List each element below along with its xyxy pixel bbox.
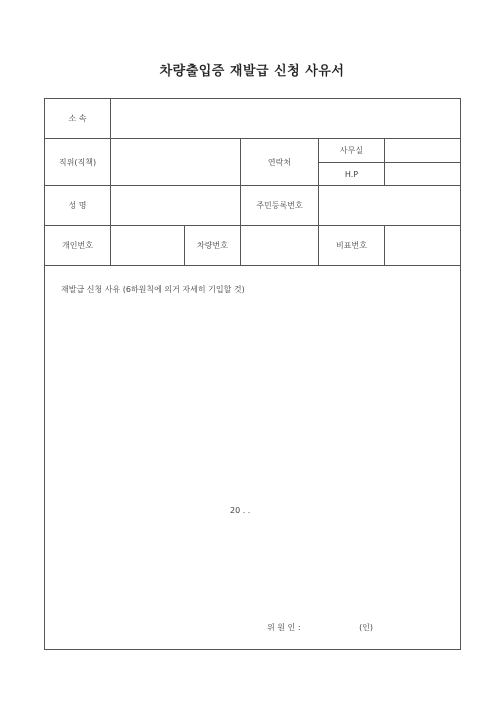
position-label: 직위(직책): [45, 139, 111, 186]
seal-mark: (인): [359, 623, 374, 632]
vehicle-number-field[interactable]: [241, 226, 319, 266]
position-field[interactable]: [111, 139, 241, 186]
personal-number-field[interactable]: [111, 226, 185, 266]
vehicle-number-label: 차량번호: [185, 226, 241, 266]
affiliation-label: 소 속: [45, 99, 111, 139]
sticker-number-field[interactable]: [385, 226, 461, 266]
applicant-label: 위 원 인 :: [267, 623, 301, 632]
resident-number-field[interactable]: [319, 186, 461, 226]
resident-number-label: 주민등록번호: [241, 186, 319, 226]
office-label: 사무실: [319, 139, 385, 163]
personal-number-label: 개인번호: [45, 226, 111, 266]
hp-label: H.P: [319, 163, 385, 186]
office-phone-field[interactable]: [385, 139, 461, 163]
application-form-table: [44, 98, 461, 650]
name-label: 성 명: [45, 186, 111, 226]
hp-field[interactable]: [385, 163, 461, 186]
date-line: 20 . .: [230, 506, 251, 515]
reason-instruction: 재발급 신청 사유 (6하원칙에 의거 자세히 기입할 것): [61, 285, 245, 294]
name-field[interactable]: [111, 186, 241, 226]
document-title: 차량출입증 재발급 신청 사유서: [159, 64, 345, 79]
applicant-signature-line: [267, 622, 373, 633]
reason-section[interactable]: [45, 266, 461, 650]
sticker-number-label: 비표번호: [319, 226, 385, 266]
affiliation-field[interactable]: [111, 99, 461, 139]
contact-label: 연락처: [241, 139, 319, 186]
